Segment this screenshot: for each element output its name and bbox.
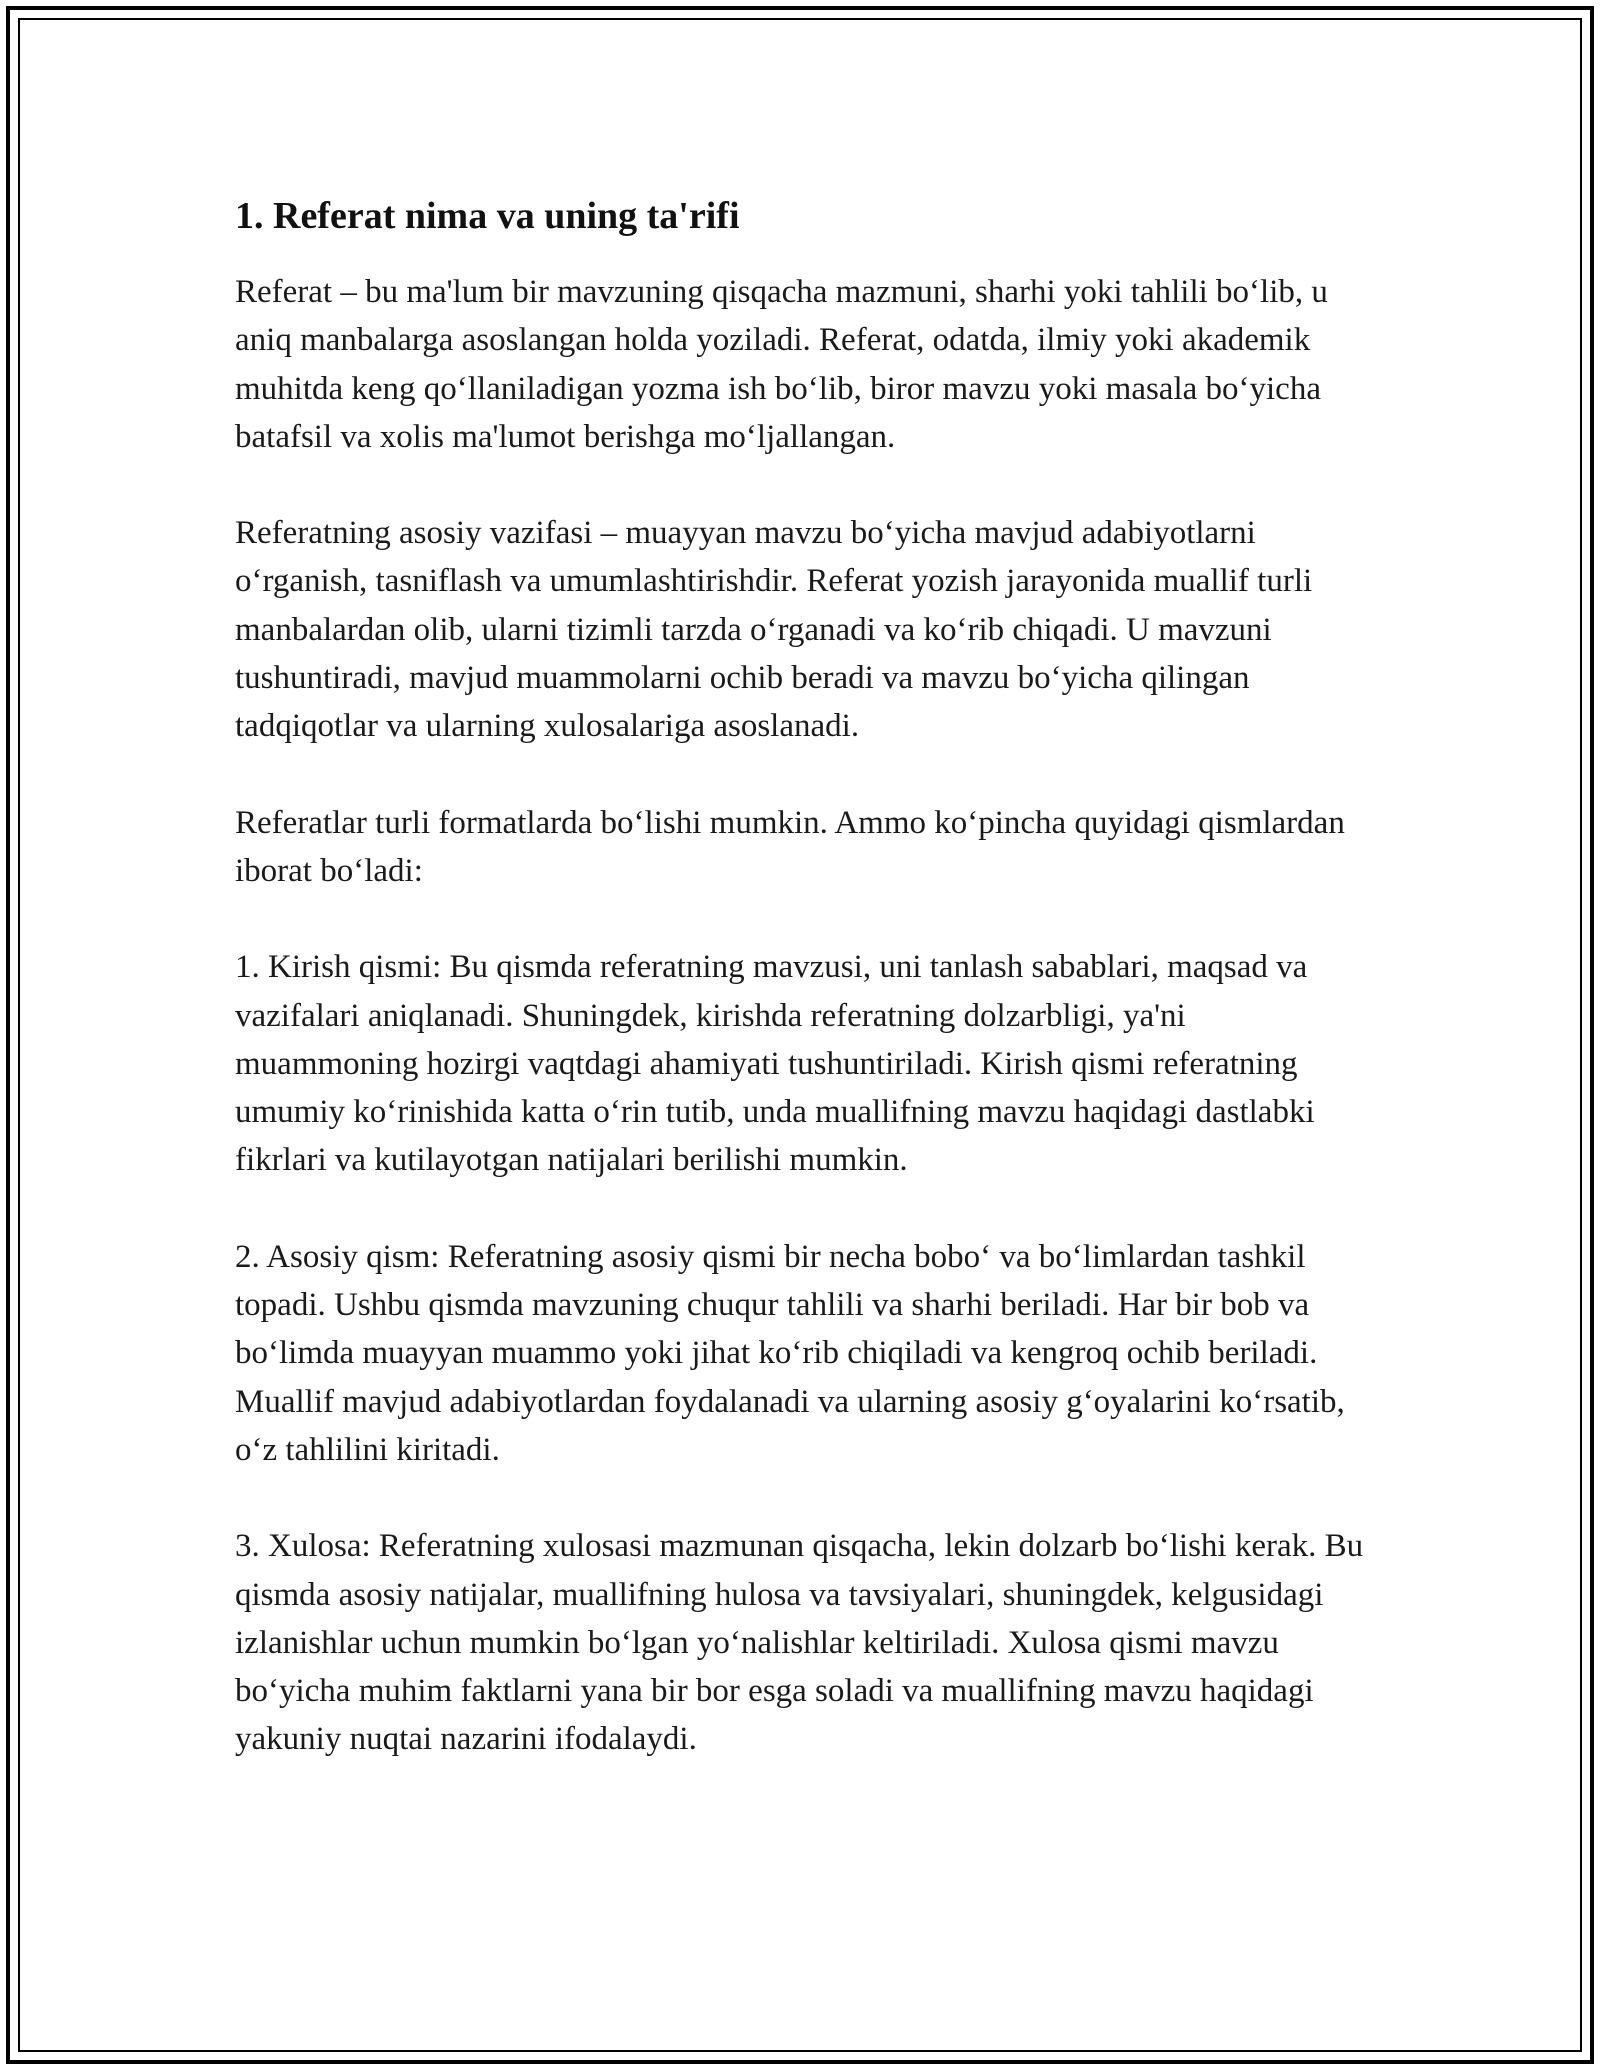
document-body (235, 192, 1365, 1812)
document-title: 1. Referat nima va uning ta'rifi (235, 195, 740, 237)
paragraph-introduction-section: 1. Kirish qismi: Bu qismda referatning mavzusi, uni tanlash sabablari, maqsad va vazifalari aniqlanadi. Shuningdek, kirishda referatning dolzarbligi, ya'ni muammoning hozirgi vaqtdagi ahamiyati tushuntiriladi. Kirish qismi referatning umumiy ko‘rinishida katta o‘rin tutib, unda muallifning mavzu haqidagi dastlabki fikrlari va kutilayotgan natijalari berilishi mumkin. (235, 949, 1315, 1179)
paragraph-formats: Referatlar turli formatlarda bo‘lishi mumkin. Ammo ko‘pincha quyidagi qismlardan iborat bo‘ladi: (235, 804, 1345, 889)
paragraph-main-task: Referatning asosiy vazifasi – muayyan mavzu bo‘yicha mavjud adabiyotlarni o‘rganish, tasniflash va umumlashtirishdir. Referat yozish jarayonida muallif turli manbalardan olib, ularni tizimli tarzda o‘rganadi va ko‘rib chiqadi. U mavzuni tushuntiradi, mavjud muammolarni ochib beradi va mavzu bo‘yicha qilingan tadqiqotlar va ularning xulosalariga asoslanadi. (235, 515, 1313, 745)
paragraph-main-section: 2. Asosiy qism: Referatning asosiy qismi bir necha bobo‘ va bo‘limlardan tashkil topadi. Ushbu qismda mavzuning chuqur tahlili va sharhi beriladi. Har bir bob va bo‘limda muayyan muammo yoki jihat ko‘rib chiqiladi va kengroq ochib beriladi. Muallif mavjud adabiyotlardan foydalanadi va ularning asosiy g‘oyalarini ko‘rsatib, o‘z tahlilini kiritadi. (235, 1238, 1345, 1468)
paragraph-definition: Referat – bu ma'lum bir mavzuning qisqacha mazmuni, sharhi yoki tahlili bo‘lib, u aniq manbalarga asoslangan holda yoziladi. Referat, odatda, ilmiy yoki akademik muhitda keng qo‘llaniladigan yozma ish bo‘lib, biror mavzu yoki masala bo‘yicha batafsil va xolis ma'lumot berishga mo‘ljallangan. (235, 274, 1328, 455)
paragraph-conclusion-section: 3. Xulosa: Referatning xulosasi mazmunan qisqacha, lekin dolzarb bo‘lishi kerak. Bu qismda asosiy natijalar, muallifning hulosa va tavsiyalari, shuningdek, kelgusidagi izlanishlar uchun mumkin bo‘lgan yo‘nalishlar keltiriladi. Xulosa qismi mavzu bo‘yicha muhim faktlarni yana bir bor esga soladi va muallifning mavzu haqidagi yakuniy nuqtai nazarini ifodalaydi. (235, 1528, 1364, 1758)
